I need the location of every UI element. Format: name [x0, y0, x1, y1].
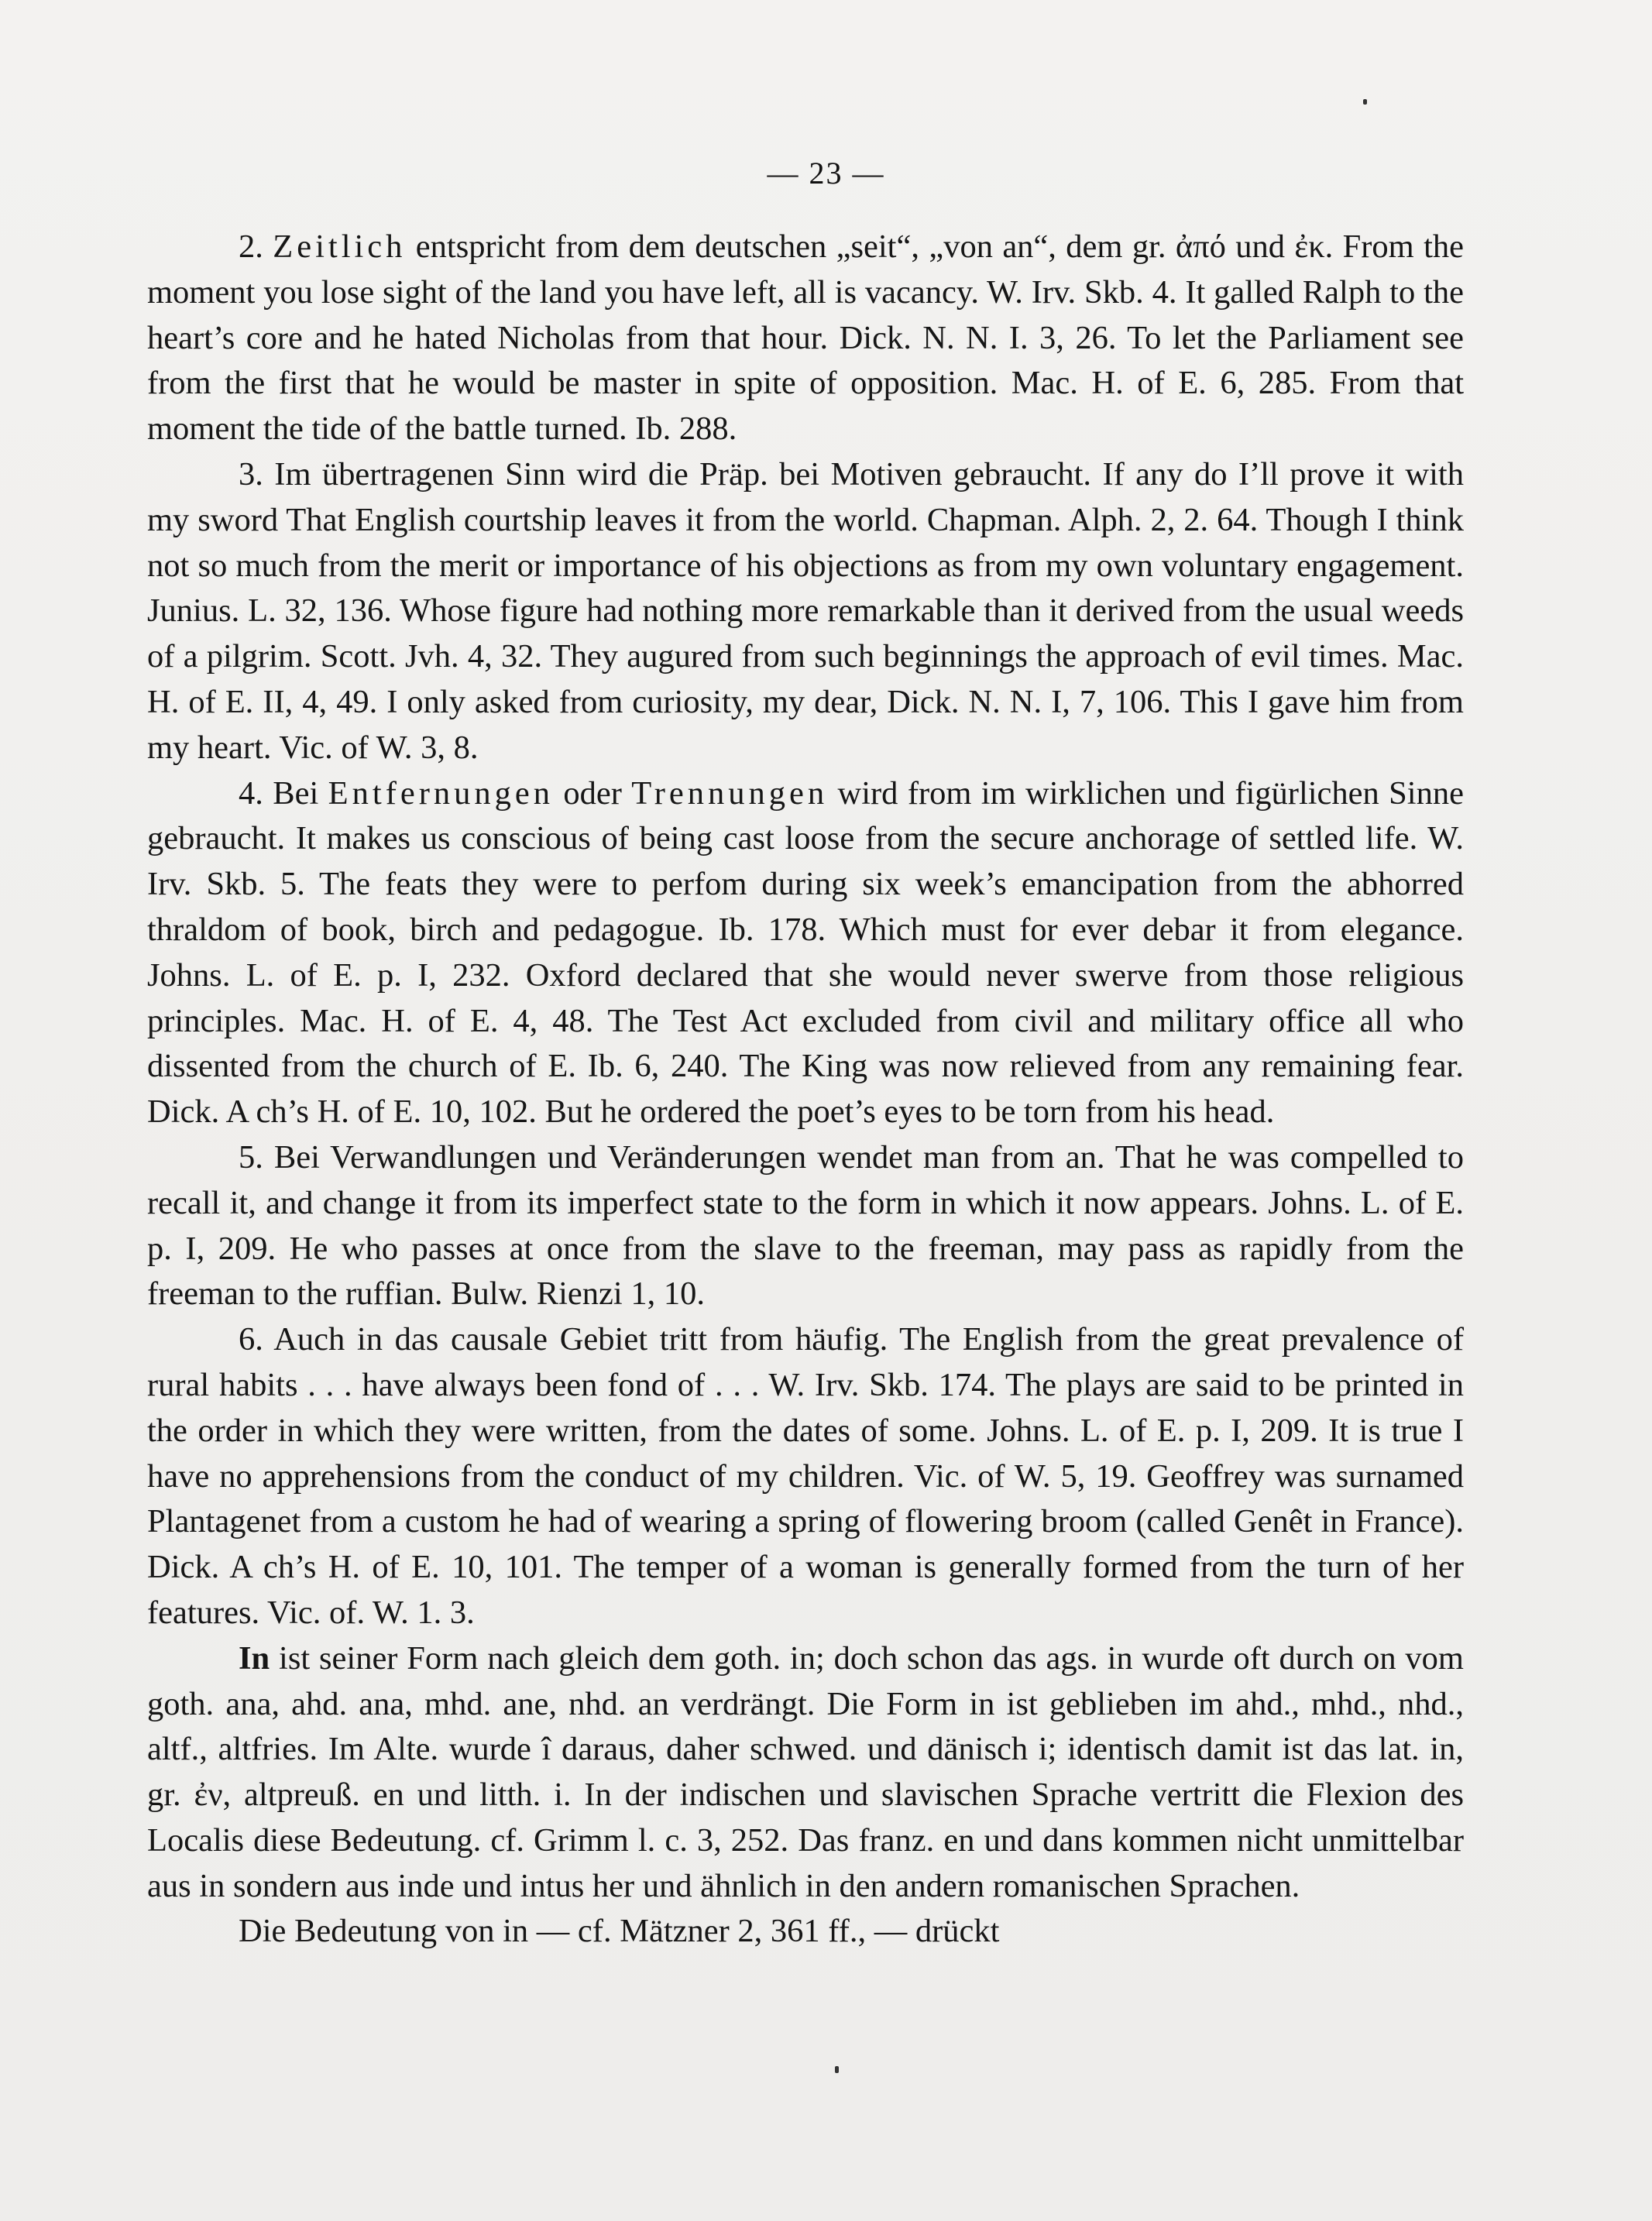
paragraph-text: 3. Im übertragenen Sinn wird die Präp. bei Motiven gebraucht. If any do I’ll prove it with my sword That English courtship leaves it from the world. Chapman. Alph. 2, 2. 64. Though I think not so much from the merit or importance of his objections as from my own voluntary engagement. Junius. L. 32, 136. Whose figure had nothing more remarkable than it derived from the usual weeds of a pilgrim. Scott. Jvh. 4, 32. They augured from such beginnings the approach of evil times. Mac. H. of E. II, 4, 49. I only asked from curiosity, my dear, Dick. N. N. I, 7, 106. This I gave him from my heart. Vic. of W. 3, 8.	[147, 455, 1464, 766]
paragraph-text: 4. Bei	[239, 774, 328, 812]
body-text	[147, 225, 1464, 1955]
paragraph-text: Die Bedeutung von in — cf. Mätzner 2, 361 ff., — drückt	[239, 1913, 1000, 1950]
keyword-spaced: Trennungen	[631, 774, 829, 812]
page-number: — 23 —	[767, 156, 885, 191]
paragraph-causal	[147, 1317, 1464, 1636]
scan-speck	[1363, 99, 1367, 105]
paragraph-text: 6. Auch in das causale Gebiet tritt from häufig. The English from the great prevalence of rural habits . . . have always been fond of . . . W. Irv. Skb. 174. The plays are said to be printed in the order in which they were written, from the dates of some. Johns. L. of E. p. I, 209. It is true I have no apprehensions from the conduct of my children. Vic. of W. 5, 19. Geoffrey was surnamed Plantagenet from a custom he had of wearing a spring of flowering broom (called Genêt in France). Dick. A ch’s H. of E. 10, 101. The temper of a woman is generally formed from the turn of her features. Vic. of. W. 1. 3.	[147, 1321, 1464, 1631]
paragraph-bedeutung	[147, 1909, 1464, 1955]
paragraph-entfernungen	[147, 771, 1464, 1135]
paragraph-text: 5. Bei Verwandlungen und Veränderungen wendet man from an. That he was compelled to recall it, and change it from its imperfect state to the form in which it now appears. Johns. L. of E. p. I, 209. He who passes at once from the slave to the freeman, may pass as rapidly from the freeman to the ruffian. Bulw. Rienzi 1, 10.	[147, 1138, 1464, 1313]
paragraph-text: entspricht from dem deutschen „seit“, „von an“, dem gr. ἀπό und ἐκ. From the moment you lose sight of the land you have left, all is vacancy. W. Irv. Skb. 4. It galled Ralph to the heart’s core and he hated Nicholas from that hour. Dick. N. N. I. 3, 26. To let the Parliament see from the first that he would be master in spite of opposition. Mac. H. of E. 6, 285. From that moment the tide of the battle turned. Ib. 288.	[147, 228, 1464, 448]
paragraph-uebertragen	[147, 452, 1464, 771]
keyword-spaced: Entfernungen	[328, 774, 554, 812]
paragraph-text: oder	[553, 774, 632, 812]
scan-speck	[835, 2066, 839, 2073]
keyword-bold: In	[239, 1639, 270, 1677]
keyword-spaced: Zeitlich	[273, 228, 407, 265]
paragraph-text: ist seiner Form nach gleich dem goth. in; doch schon das ags. in wurde oft durch on vom goth. ana, ahd. ana, mhd. ane, nhd. an verdrängt. Die Form in ist geblieben im ahd., mhd., nhd., altf., altfries. Im Alte. wurde î daraus, daher schwed. und dänisch i; identisch damit ist das lat. in, gr. ἐν, altpreuß. en und litth. i. In der indischen und slavischen Sprache vertritt die Flexion des Localis diese Bedeutung. cf. Grimm l. c. 3, 252. Das franz. en und dans kommen nicht unmittelbar aus in sondern aus inde und intus her und ähnlich in den andern romanischen Sprachen.	[147, 1639, 1464, 1904]
paragraph-zeitlich	[147, 225, 1464, 452]
paragraph-in-etymology	[147, 1636, 1464, 1910]
paragraph-text: wird from im wirklichen und figürlichen Sinne gebraucht. It makes us conscious of being cast loose from the secure anchorage of settled life. W. Irv. Skb. 5. The feats they were to perfom during six week’s emancipation from the abhorred thraldom of book, birch and pedagogue. Ib. 178. Which must for ever debar it from elegance. Johns. L. of E. p. I, 232. Oxford declared that she would never swerve from those religious principles. Mac. H. of E. 4, 48. The Test Act excluded from civil and military office all who dissented from the church of E. Ib. 6, 240. The King was now relieved from any remaining fear. Dick. A ch’s H. of E. 10, 102. But he ordered the poet’s eyes to be torn from his head.	[147, 774, 1464, 1131]
paragraph-number: 2.	[239, 228, 273, 265]
paragraph-verwandlungen	[147, 1135, 1464, 1317]
